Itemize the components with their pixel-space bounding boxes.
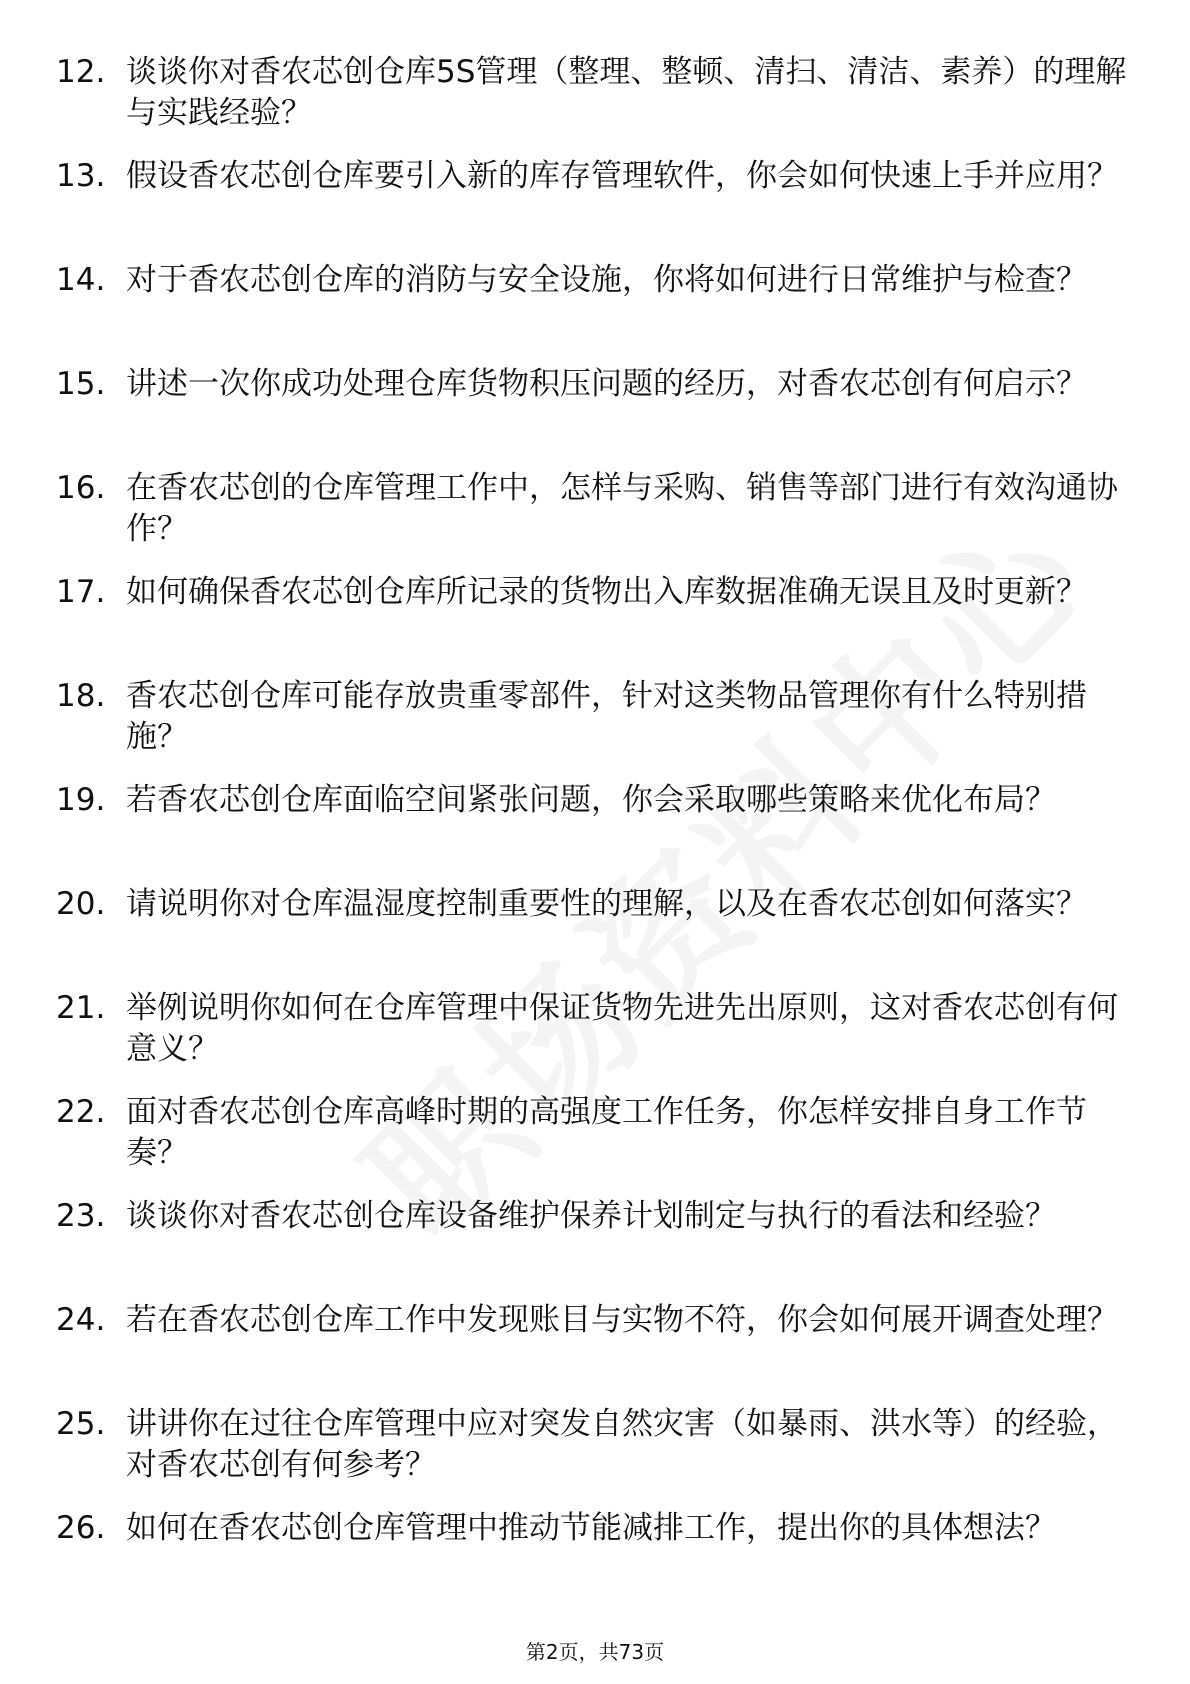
list-item (56, 1196, 1136, 1300)
question-text: 香农芯创仓库可能存放贵重零部件，针对这类物品管理你有什么特别措施？ (126, 678, 1087, 755)
page-footer: 第2页，共73页 (525, 1640, 665, 1664)
list-item (56, 572, 1136, 676)
list-item (56, 1300, 1136, 1404)
list-item (56, 884, 1136, 988)
question-number: 25. (56, 1406, 106, 1442)
question-number: 23. (56, 1198, 106, 1234)
list-item (56, 1508, 1136, 1612)
question-text: 在香农芯创的仓库管理工作中，怎样与采购、销售等部门进行有效沟通协作？ (126, 470, 1118, 547)
question-number: 17. (56, 574, 106, 610)
question-number: 24. (56, 1302, 106, 1338)
list-item (56, 260, 1136, 364)
list-item (56, 1092, 1136, 1196)
question-list (56, 52, 1136, 1612)
list-item (56, 988, 1136, 1092)
list-item (56, 780, 1136, 884)
question-text: 假设香农芯创仓库要引入新的库存管理软件，你会如何快速上手并应用？ (126, 158, 1118, 194)
question-text: 如何在香农芯创仓库管理中推动节能减排工作，提出你的具体想法？ (126, 1510, 1056, 1546)
question-number: 19. (56, 782, 106, 818)
list-item (56, 1404, 1136, 1508)
question-text: 如何确保香农芯创仓库所记录的货物出入库数据准确无误且及时更新？ (126, 574, 1087, 610)
question-text: 讲述一次你成功处理仓库货物积压问题的经历，对香农芯创有何启示？ (126, 366, 1087, 402)
question-number: 15. (56, 366, 106, 402)
question-number: 26. (56, 1510, 106, 1546)
list-item (56, 156, 1136, 260)
list-item (56, 364, 1136, 468)
question-text: 面对香农芯创仓库高峰时期的高强度工作任务，你怎样安排自身工作节奏？ (126, 1094, 1087, 1171)
question-text: 若香农芯创仓库面临空间紧张问题，你会采取哪些策略来优化布局？ (126, 782, 1056, 818)
question-text: 对于香农芯创仓库的消防与安全设施，你将如何进行日常维护与检查？ (126, 262, 1087, 298)
question-number: 12. (56, 54, 106, 90)
question-number: 21. (56, 990, 106, 1026)
question-number: 16. (56, 470, 106, 506)
question-number: 18. (56, 678, 106, 714)
list-item (56, 52, 1136, 156)
question-number: 22. (56, 1094, 106, 1130)
question-text: 若在香农芯创仓库工作中发现账目与实物不符，你会如何展开调查处理？ (126, 1302, 1118, 1338)
question-number: 13. (56, 158, 106, 194)
question-number: 14. (56, 262, 106, 298)
list-item (56, 676, 1136, 780)
question-text: 讲讲你在过往仓库管理中应对突发自然灾害（如暴雨、洪水等）的经验，对香农芯创有何参考？ (126, 1406, 1118, 1483)
question-text: 请说明你对仓库温湿度控制重要性的理解，以及在香农芯创如何落实？ (126, 886, 1087, 922)
question-text: 举例说明你如何在仓库管理中保证货物先进先出原则，这对香农芯创有何意义？ (126, 990, 1118, 1067)
question-text: 谈谈你对香农芯创仓库设备维护保养计划制定与执行的看法和经验？ (126, 1198, 1056, 1234)
question-text: 谈谈你对香农芯创仓库5S管理（整理、整顿、清扫、清洁、素养）的理解与实践经验？ (126, 54, 1127, 131)
question-number: 20. (56, 886, 106, 922)
list-item (56, 468, 1136, 572)
